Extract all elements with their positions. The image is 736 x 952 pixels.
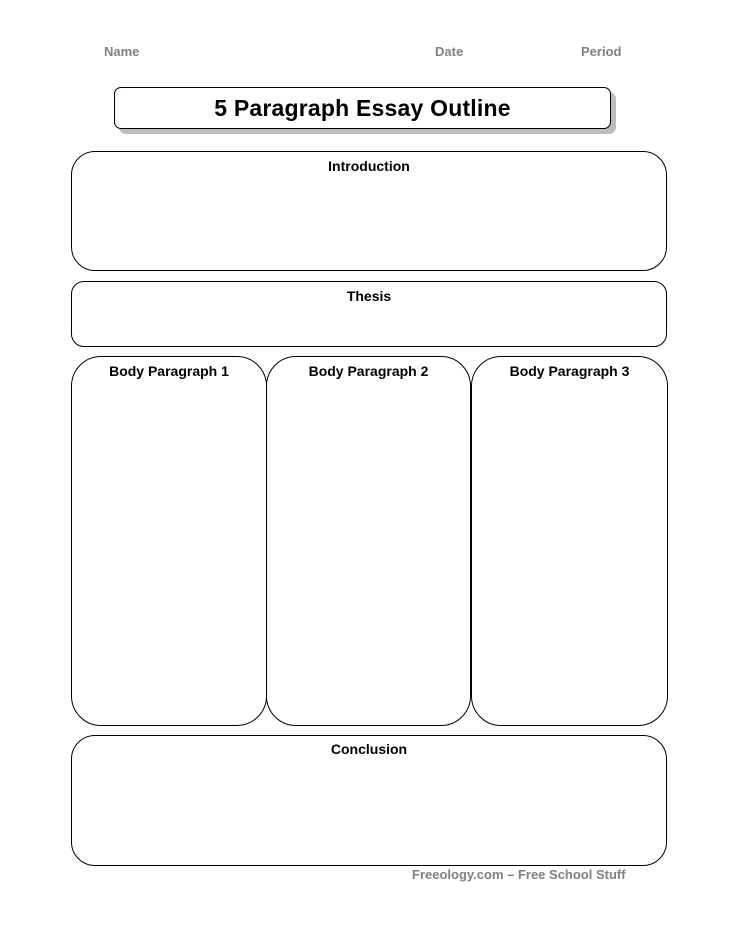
introduction-box xyxy=(71,151,667,271)
conclusion-label: Conclusion xyxy=(330,741,408,757)
name-label: Name xyxy=(104,44,140,59)
introduction-label: Introduction xyxy=(328,158,410,174)
body-paragraph-2-label: Body Paragraph 2 xyxy=(308,363,429,379)
body-paragraph-2-writing-area[interactable] xyxy=(277,391,460,705)
conclusion-writing-area[interactable] xyxy=(82,766,656,855)
body-paragraph-2-box xyxy=(266,356,471,726)
title-box xyxy=(114,87,611,129)
date-label: Date xyxy=(435,44,464,59)
body-paragraph-3-writing-area[interactable] xyxy=(482,391,657,705)
body-paragraph-1-box xyxy=(71,356,267,726)
thesis-label: Thesis xyxy=(346,288,392,304)
body-paragraph-1-label: Body Paragraph 1 xyxy=(109,363,229,379)
introduction-writing-area[interactable] xyxy=(82,182,656,260)
body-paragraph-3-label: Body Paragraph 3 xyxy=(509,363,630,379)
footer-credit: Freeology.com – Free School Stuff xyxy=(412,867,626,882)
page-title: 5 Paragraph Essay Outline xyxy=(214,94,511,121)
body-paragraph-3-box xyxy=(471,356,668,726)
conclusion-box xyxy=(71,735,667,866)
thesis-writing-area[interactable] xyxy=(82,312,656,336)
body-paragraph-1-writing-area[interactable] xyxy=(82,391,256,705)
thesis-box xyxy=(71,281,667,347)
period-label: Period xyxy=(581,44,622,59)
